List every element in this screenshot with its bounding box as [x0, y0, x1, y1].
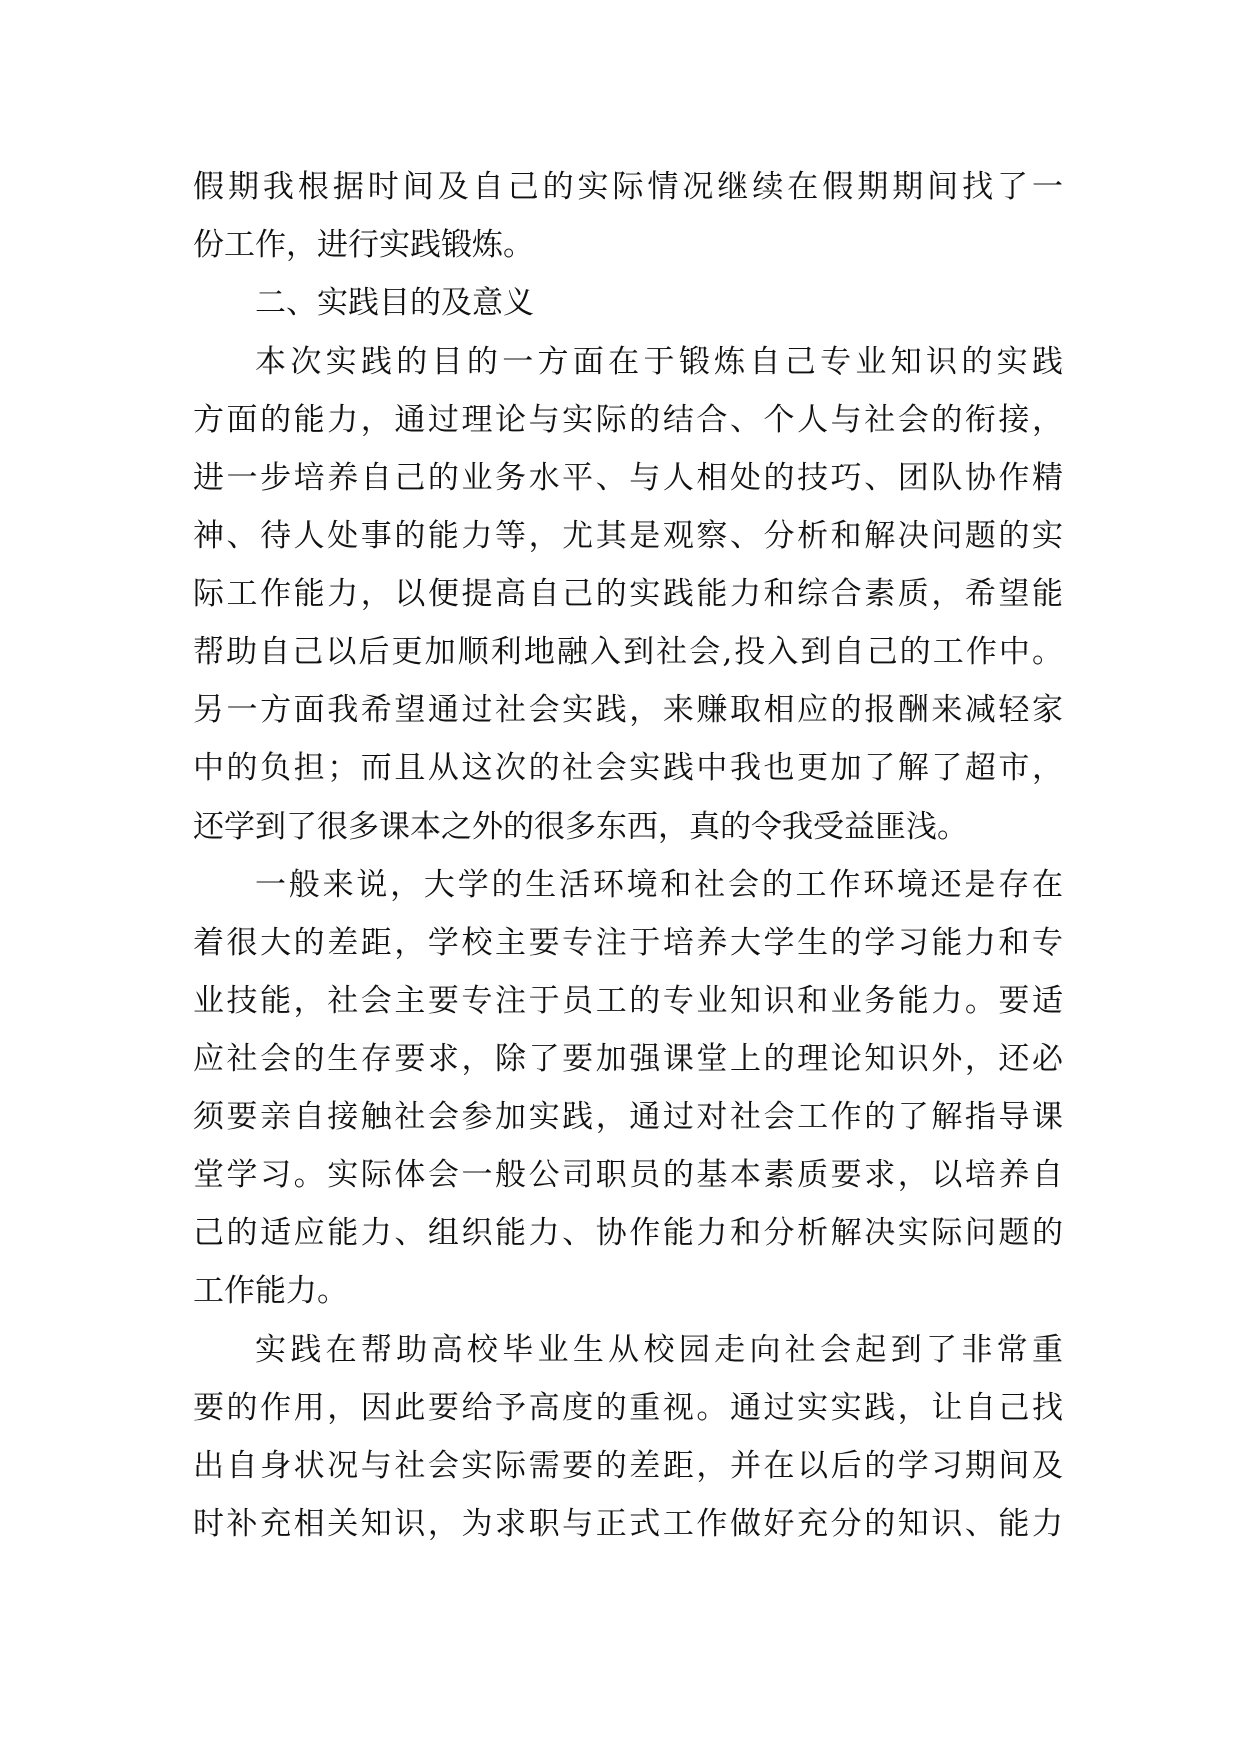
text-line: 本次实践的目的一方面在于锻炼自己专业知识的实践 [255, 344, 1063, 380]
text-line: 须要亲自接触社会参加实践，通过对社会工作的了解指导课 [193, 1099, 1063, 1135]
text-line: 中的负担；而且从这次的社会实践中我也更加了解了超市， [193, 750, 1063, 786]
text-line: 一般来说，大学的生活环境和社会的工作环境还是存在 [255, 867, 1063, 903]
text-line: 着很大的差距，学校主要专注于培养大学生的学习能力和专 [193, 925, 1063, 961]
text-line: 另一方面我希望通过社会实践，来赚取相应的报酬来减轻家 [193, 692, 1063, 728]
text-line: 还学到了很多课本之外的很多东西，真的令我受益匪浅。 [193, 809, 968, 845]
text-line: 业技能，社会主要专注于员工的专业知识和业务能力。要适 [193, 983, 1063, 1019]
text-line: 方面的能力，通过理论与实际的结合、个人与社会的衔接， [193, 402, 1063, 438]
text-line: 己的适应能力、组织能力、协作能力和分析解决实际问题的 [193, 1215, 1063, 1251]
text-line: 堂学习。实际体会一般公司职员的基本素质要求，以培养自 [193, 1157, 1063, 1193]
text-line: 时补充相关知识，为求职与正式工作做好充分的知识、能力 [193, 1506, 1063, 1542]
text-line: 进一步培养自己的业务水平、与人相处的技巧、团队协作精 [193, 460, 1063, 496]
text-line: 假期我根据时间及自己的实际情况继续在假期期间找了一 [193, 169, 1063, 205]
text-line: 份工作，进行实践锻炼。 [193, 227, 534, 263]
section-heading: 二、实践目的及意义 [255, 285, 534, 321]
text-line: 神、待人处事的能力等，尤其是观察、分析和解决问题的实 [193, 518, 1063, 554]
text-line: 际工作能力，以便提高自己的实践能力和综合素质，希望能 [193, 576, 1063, 612]
text-line: 帮助自己以后更加顺利地融入到社会,投入到自己的工作中。 [193, 634, 1063, 670]
text-line: 实践在帮助高校毕业生从校园走向社会起到了非常重 [255, 1332, 1063, 1368]
text-line: 应社会的生存要求，除了要加强课堂上的理论知识外，还必 [193, 1041, 1063, 1077]
text-line: 出自身状况与社会实际需要的差距，并在以后的学习期间及 [193, 1448, 1063, 1484]
text-line: 要的作用，因此要给予高度的重视。通过实实践，让自己找 [193, 1390, 1063, 1426]
text-line: 工作能力。 [193, 1273, 348, 1309]
